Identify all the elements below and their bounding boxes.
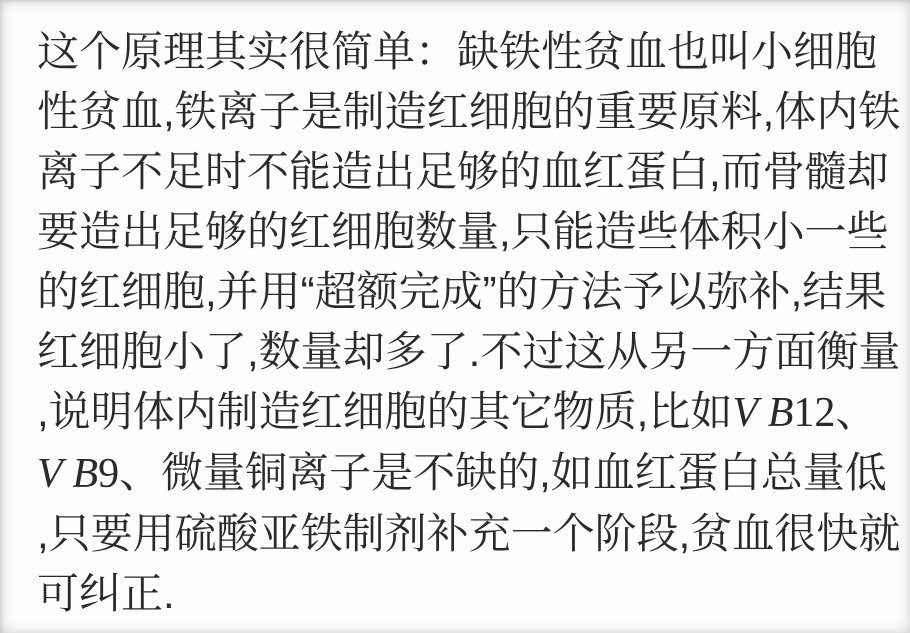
text-segment: ,只要用硫酸亚铁制剂补充一个阶段,贫血很快就 [37, 510, 901, 557]
text-line [37, 202, 892, 262]
text-line [37, 142, 892, 202]
text-segment: 9 [98, 451, 120, 497]
text-line [37, 504, 901, 564]
text-line [37, 22, 892, 82]
text-segment: 12 [793, 390, 836, 436]
text-segment: 、 [835, 388, 878, 435]
text-segment: V B [37, 451, 99, 497]
text-segment: 的红细胞,并用“超额完成”的方法予以弥补,结果 [37, 268, 887, 315]
text-block [37, 22, 901, 624]
text-line [37, 82, 901, 142]
text-segment: 要造出足够的红细胞数量,只能造些体积小一些 [37, 208, 889, 255]
text-segment: ,说明体内制造红细胞的其它物质,比如 [37, 388, 733, 435]
text-line [37, 443, 892, 504]
text-segment: 性贫血,铁离子是制造红细胞的重要原料,体内铁 [37, 88, 901, 135]
text-line [37, 382, 892, 443]
text-segment: 红细胞小了,数量却多了.不过这从另一方面衡量 [37, 328, 901, 375]
text-segment: 这个原理其实很简单：缺铁性贫血也叫小细胞 [37, 28, 878, 75]
text-segment: 、微量铜离子是不缺的,如血红蛋白总量低 [119, 449, 887, 496]
text-segment: 可纠正. [37, 570, 175, 617]
text-segment: V B [732, 390, 794, 436]
text-segment: 离子不足时不能造出足够的血红蛋白,而骨髓却 [37, 148, 889, 195]
text-line [37, 564, 892, 624]
text-line [37, 262, 892, 322]
text-line [37, 322, 901, 382]
